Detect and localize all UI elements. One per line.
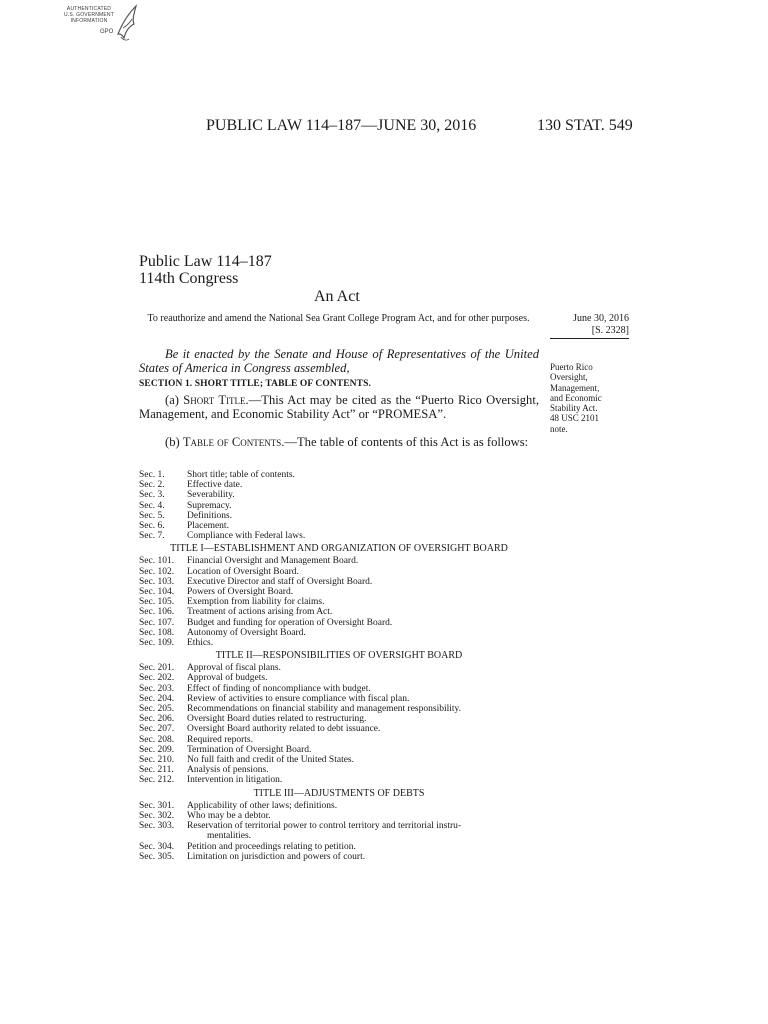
- sidenote-line: Management,: [550, 382, 600, 393]
- toc-section-number: Sec. 7.: [139, 531, 165, 542]
- toc-section-title: Approval of fiscal plans.: [187, 663, 281, 674]
- toc-entry-continuation: [139, 831, 539, 841]
- paragraph-text: .—The table of contents of this Act is as follows:: [281, 435, 529, 449]
- toc-section-title: Supremacy.: [187, 500, 232, 511]
- sidenote-line: and Economic: [550, 392, 602, 403]
- act-purpose: To reauthorize and amend the National Sea Grant College Program Act, and for other purposes.: [147, 313, 530, 324]
- toc-section-number: Sec. 205.: [139, 704, 175, 715]
- act-heading: An Act: [314, 288, 360, 305]
- toc-entry: [139, 821, 539, 831]
- paragraph-caption: Short Title: [183, 393, 246, 407]
- toc-section-title: Severability.: [187, 490, 235, 501]
- sidenote-date: [550, 313, 629, 339]
- toc-section-title: Definitions.: [187, 510, 233, 521]
- toc-entry: [139, 735, 539, 745]
- toc-section-title: Intervention in litigation.: [187, 775, 283, 786]
- toc-section-title: Powers of Oversight Board.: [187, 587, 294, 598]
- toc-section-title: Effective date.: [187, 480, 243, 491]
- section-heading: SECTION 1. SHORT TITLE; TABLE OF CONTENTS.: [139, 379, 371, 389]
- toc-entry: [139, 618, 539, 628]
- toc-entry: [139, 638, 539, 648]
- toc-entry: [139, 470, 539, 480]
- toc-section-title: Oversight Board authority related to debt issuance.: [187, 724, 381, 735]
- toc-section-title: Placement.: [187, 521, 229, 532]
- toc-title3-sections: [139, 801, 539, 862]
- toc-section-title: Budget and funding for operation of Oversight Board.: [187, 617, 393, 628]
- gpo-authentication-logo: [56, 4, 146, 50]
- toc-entry: [139, 597, 539, 607]
- toc-section-title: Treatment of actions arising from Act.: [187, 607, 333, 618]
- eagle-icon: [114, 4, 140, 44]
- table-of-contents: [139, 470, 539, 862]
- toc-entry: [139, 490, 539, 500]
- toc-entry: [139, 673, 539, 683]
- toc-section-title: No full faith and credit of the United States.: [187, 755, 354, 766]
- toc-entry: [139, 842, 539, 852]
- toc-entry: [139, 801, 539, 811]
- toc-general-sections: [139, 470, 539, 541]
- sidenote-line: Puerto Rico: [550, 362, 593, 372]
- toc-entry: [139, 765, 539, 775]
- toc-title-heading: TITLE II—RESPONSIBILITIES OF OVERSIGHT BOARD: [215, 650, 463, 662]
- toc-section-title: Reservation of territorial power to control territory and territorial instru-: [187, 821, 462, 832]
- toc-entry: [139, 745, 539, 755]
- toc-entry: [139, 775, 539, 785]
- toc-section-number: Sec. 303.: [139, 821, 175, 832]
- toc-entry: [139, 556, 539, 566]
- toc-section-title: Oversight Board duties related to restructuring.: [187, 714, 367, 725]
- toc-entry: [139, 852, 539, 862]
- toc-section-number: Sec. 106.: [139, 607, 175, 618]
- toc-section-number: Sec. 302.: [139, 810, 175, 821]
- toc-title1-sections: [139, 556, 539, 648]
- toc-section-title: Recommendations on financial stability and management responsibility.: [187, 704, 462, 715]
- toc-title-heading: TITLE I—ESTABLISHMENT AND ORGANIZATION OF OVERSIGHT BOARD: [170, 543, 508, 555]
- toc-section-number: Sec. 107.: [139, 617, 175, 628]
- toc-section-number: Sec. 3.: [139, 490, 165, 501]
- toc-entry: [139, 577, 539, 587]
- toc-section-title: Short title; table of contents.: [187, 470, 295, 480]
- toc-section-number: Sec. 102.: [139, 566, 175, 577]
- toc-entry: [139, 714, 539, 724]
- toc-entry: [139, 811, 539, 821]
- toc-section-title-continued: mentalities.: [207, 831, 252, 842]
- toc-title-heading: TITLE III—ADJUSTMENTS OF DEBTS: [253, 787, 425, 799]
- toc-entry: [139, 501, 539, 511]
- toc-section-number: Sec. 304.: [139, 841, 175, 852]
- toc-section-number: Sec. 6.: [139, 521, 165, 532]
- toc-entry: [139, 628, 539, 638]
- logo-line-1: AUTHENTICATED: [66, 6, 112, 12]
- toc-section-title: Termination of Oversight Board.: [187, 744, 312, 755]
- paragraph-label: (b): [165, 435, 183, 449]
- toc-section-title: Exemption from liability for claims.: [187, 597, 325, 608]
- paragraph-text: .—This Act may be cited as the “Puerto Rico Oversight, Management, and Economic Stability Act” or “PROMESA”.: [139, 393, 539, 421]
- toc-entry: [139, 755, 539, 765]
- toc-entry: [139, 567, 539, 577]
- sidenote-line: 48 USC 2101: [550, 413, 600, 424]
- toc-section-title: Who may be a debtor.: [187, 810, 271, 821]
- toc-section-number: Sec. 5.: [139, 510, 165, 521]
- toc-section-number: Sec. 212.: [139, 775, 175, 786]
- toc-section-number: Sec. 103.: [139, 576, 175, 587]
- toc-section-number: Sec. 204.: [139, 693, 175, 704]
- toc-section-title: Autonomy of Oversight Board.: [187, 627, 306, 638]
- toc-section-number: Sec. 301.: [139, 800, 175, 811]
- toc-section-title: Ethics.: [187, 638, 214, 649]
- paragraph-label: (a): [165, 393, 184, 407]
- logo-text: [56, 6, 122, 24]
- toc-section-number: Sec. 207.: [139, 724, 175, 735]
- toc-section-number: Sec. 206.: [139, 714, 175, 725]
- law-number: Public Law 114–187: [139, 253, 272, 270]
- toc-section-number: Sec. 305.: [139, 851, 175, 862]
- toc-section-number: Sec. 208.: [139, 734, 175, 745]
- toc-entry: [139, 684, 539, 694]
- toc-section-title: Limitation on jurisdiction and powers of court.: [187, 851, 366, 862]
- toc-section-number: Sec. 209.: [139, 744, 175, 755]
- toc-section-title: Approval of budgets.: [187, 673, 268, 684]
- toc-section-title: Location of Oversight Board.: [187, 566, 299, 577]
- toc-section-number: Sec. 101.: [139, 556, 175, 567]
- toc-title2-sections: [139, 663, 539, 785]
- toc-section-title: Review of activities to ensure compliance with fiscal plan.: [187, 693, 410, 704]
- toc-section-title: Analysis of pensions.: [187, 765, 269, 776]
- toc-entry: [139, 607, 539, 617]
- toc-entry: [139, 480, 539, 490]
- toc-section-number: Sec. 104.: [139, 587, 175, 598]
- toc-section-title: Petition and proceedings relating to petition.: [187, 841, 356, 852]
- sidenote-line: note.: [550, 423, 568, 434]
- paragraph-table-of-contents: [139, 435, 539, 449]
- logo-line-2: U.S. GOVERNMENT: [64, 12, 114, 18]
- enactment-date: June 30, 2016: [573, 313, 629, 324]
- toc-section-title: Executive Director and staff of Oversight Board.: [187, 576, 373, 587]
- statute-page-number: 130 STAT. 549: [537, 117, 633, 134]
- toc-entry: [139, 663, 539, 673]
- paragraph-caption: Table of Contents: [182, 435, 282, 449]
- sidenote-short-title: [550, 362, 630, 434]
- toc-section-number: Sec. 202.: [139, 673, 175, 684]
- toc-section-number: Sec. 108.: [139, 627, 175, 638]
- paragraph-short-title: [139, 393, 539, 421]
- toc-section-title: Effect of finding of noncompliance with budget.: [187, 683, 371, 694]
- toc-section-title: Required reports.: [187, 734, 253, 745]
- toc-entry: [139, 724, 539, 734]
- toc-section-number: Sec. 105.: [139, 597, 175, 608]
- sidenote-line: Stability Act.: [550, 403, 598, 414]
- toc-entry: [139, 521, 539, 531]
- running-head: PUBLIC LAW 114–187—JUNE 30, 2016: [206, 117, 477, 134]
- toc-entry: [139, 531, 539, 541]
- toc-section-number: Sec. 2.: [139, 480, 165, 491]
- toc-section-number: Sec. 211.: [139, 765, 174, 776]
- toc-entry: [139, 587, 539, 597]
- toc-section-number: Sec. 109.: [139, 638, 175, 649]
- congress: 114th Congress: [139, 270, 239, 287]
- toc-entry: [139, 511, 539, 521]
- toc-section-title: Financial Oversight and Management Board.: [187, 556, 359, 567]
- logo-gpo-mark: GPO: [100, 29, 114, 35]
- toc-spacer: [139, 831, 187, 841]
- toc-entry: [139, 704, 539, 714]
- bill-number: [S. 2328]: [550, 325, 629, 339]
- toc-section-number: Sec. 1.: [139, 470, 165, 480]
- toc-section-number: Sec. 201.: [139, 663, 175, 674]
- toc-section-number: Sec. 4.: [139, 500, 165, 511]
- enacting-clause: Be it enacted by the Senate and House of Representatives of the United States of America in Congress assembled,: [139, 347, 539, 375]
- toc-section-number: Sec. 203.: [139, 683, 175, 694]
- sidenote-line: Oversight,: [550, 372, 588, 383]
- toc-section-title: Applicability of other laws; definitions.: [187, 800, 338, 811]
- logo-line-3: INFORMATION: [70, 18, 108, 24]
- toc-section-title: Compliance with Federal laws.: [187, 531, 306, 542]
- toc-section-number: Sec. 210.: [139, 755, 175, 766]
- law-identification: [139, 253, 272, 287]
- toc-entry: [139, 694, 539, 704]
